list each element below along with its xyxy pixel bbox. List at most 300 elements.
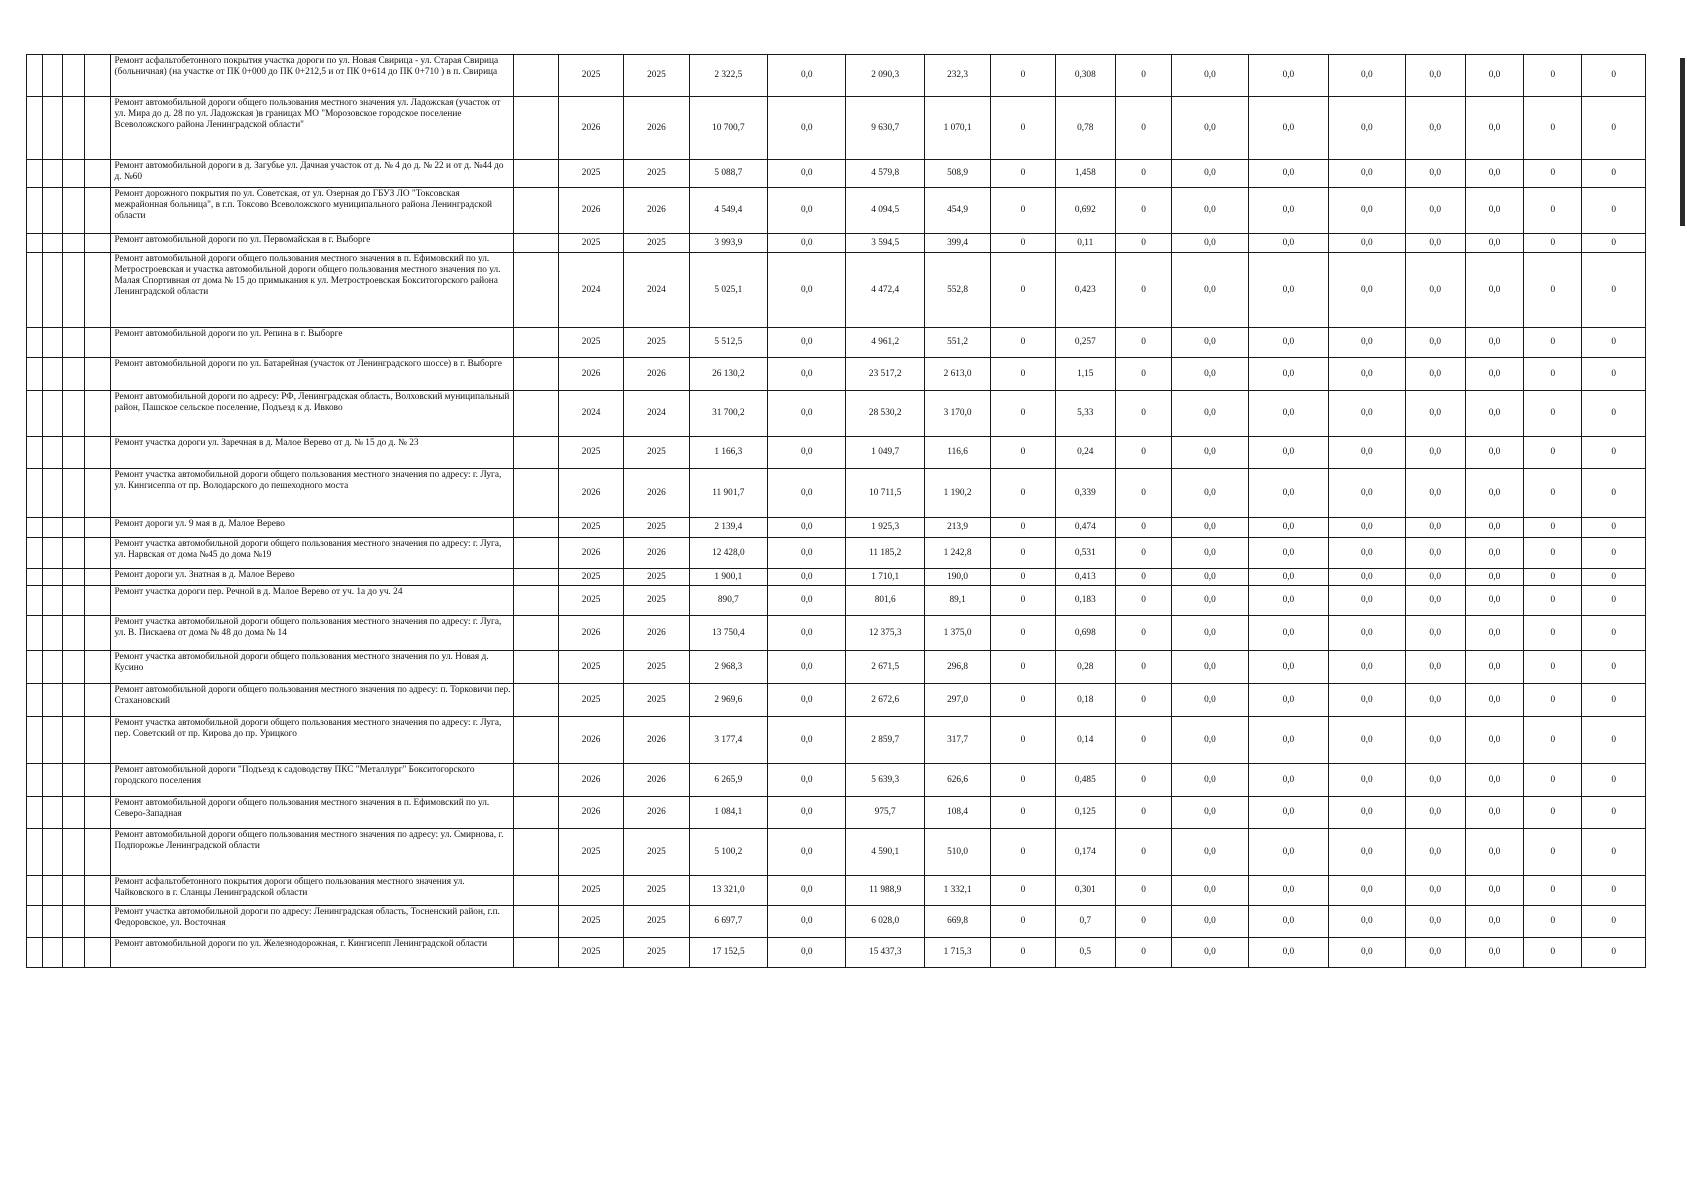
empty-cell: [513, 391, 558, 437]
empty-cell: [27, 234, 43, 253]
value-cell: 0: [991, 829, 1055, 876]
value-cell: 2 139,4: [689, 518, 767, 538]
value-cell: 0: [1582, 717, 1646, 764]
value-cell: 11 185,2: [846, 538, 924, 569]
value-cell: 0: [1582, 234, 1646, 253]
value-cell: 2026: [624, 797, 689, 829]
value-cell: 0,423: [1055, 253, 1115, 328]
empty-cell: [513, 358, 558, 391]
empty-cell: [43, 55, 63, 97]
empty-cell: [85, 684, 111, 717]
value-cell: 0,0: [768, 437, 846, 469]
value-cell: 0: [991, 234, 1055, 253]
value-cell: 0: [1115, 391, 1171, 437]
table-body: [27, 55, 1646, 968]
value-cell: 0,0: [1465, 684, 1523, 717]
table-row: [27, 358, 1646, 391]
empty-cell: [27, 717, 43, 764]
value-cell: 2025: [624, 55, 689, 97]
value-cell: 0: [1582, 586, 1646, 616]
value-cell: 2026: [558, 188, 623, 234]
empty-cell: [513, 586, 558, 616]
work-name-cell: Ремонт участка автомобильной дороги общего пользования местного значения по адресу: г. Луга, ул. Нарвская от дома №45 до дома №19: [111, 538, 513, 569]
empty-cell: [513, 829, 558, 876]
value-cell: 0,125: [1055, 797, 1115, 829]
value-cell: 0: [1524, 684, 1582, 717]
value-cell: 0,0: [1405, 97, 1465, 160]
value-cell: 1 242,8: [924, 538, 990, 569]
value-cell: 0,0: [1172, 55, 1248, 97]
value-cell: 508,9: [924, 160, 990, 188]
table-row: [27, 55, 1646, 97]
value-cell: 0: [1582, 938, 1646, 968]
value-cell: 0,0: [1329, 437, 1405, 469]
value-cell: 2026: [624, 358, 689, 391]
value-cell: 0,0: [1248, 616, 1328, 651]
value-cell: 0,0: [768, 586, 846, 616]
value-cell: 26 130,2: [689, 358, 767, 391]
empty-cell: [43, 764, 63, 797]
value-cell: 2025: [624, 651, 689, 684]
value-cell: 0,0: [1329, 538, 1405, 569]
value-cell: 0: [1524, 55, 1582, 97]
value-cell: 12 428,0: [689, 538, 767, 569]
value-cell: 0,0: [1329, 797, 1405, 829]
empty-cell: [63, 538, 85, 569]
value-cell: 0: [1115, 651, 1171, 684]
value-cell: 0: [1115, 764, 1171, 797]
value-cell: 0,0: [1405, 328, 1465, 358]
value-cell: 0,0: [1248, 55, 1328, 97]
value-cell: 0: [991, 469, 1055, 518]
empty-cell: [43, 876, 63, 906]
value-cell: 0,0: [768, 764, 846, 797]
value-cell: 0,0: [1465, 188, 1523, 234]
value-cell: 2 969,6: [689, 684, 767, 717]
value-cell: 0: [1115, 586, 1171, 616]
value-cell: 0,0: [768, 829, 846, 876]
value-cell: 0: [1524, 253, 1582, 328]
value-cell: 0: [991, 358, 1055, 391]
empty-cell: [63, 234, 85, 253]
work-name-cell: Ремонт участка дороги пер. Речной в д. Малое Верево от уч. 1а до уч. 24: [111, 586, 513, 616]
value-cell: 0,0: [1248, 684, 1328, 717]
empty-cell: [27, 437, 43, 469]
value-cell: 9 630,7: [846, 97, 924, 160]
value-cell: 0: [1115, 328, 1171, 358]
empty-cell: [85, 188, 111, 234]
empty-cell: [85, 518, 111, 538]
empty-cell: [43, 797, 63, 829]
empty-cell: [63, 188, 85, 234]
empty-cell: [43, 328, 63, 358]
value-cell: 0,0: [1248, 469, 1328, 518]
table-row: [27, 684, 1646, 717]
value-cell: 0,0: [1248, 391, 1328, 437]
empty-cell: [43, 938, 63, 968]
value-cell: 0,0: [768, 188, 846, 234]
empty-cell: [27, 829, 43, 876]
empty-cell: [85, 437, 111, 469]
value-cell: 6 697,7: [689, 906, 767, 938]
value-cell: 0,531: [1055, 538, 1115, 569]
value-cell: 0,0: [1329, 764, 1405, 797]
value-cell: 0: [1115, 253, 1171, 328]
value-cell: 0: [1524, 234, 1582, 253]
empty-cell: [63, 97, 85, 160]
value-cell: 0,0: [1172, 684, 1248, 717]
value-cell: 0: [991, 651, 1055, 684]
value-cell: 4 549,4: [689, 188, 767, 234]
empty-cell: [63, 55, 85, 97]
value-cell: 0,0: [1329, 469, 1405, 518]
value-cell: 0,0: [1248, 160, 1328, 188]
value-cell: 11 901,7: [689, 469, 767, 518]
value-cell: 2026: [624, 616, 689, 651]
empty-cell: [513, 797, 558, 829]
empty-cell: [27, 651, 43, 684]
value-cell: 15 437,3: [846, 938, 924, 968]
value-cell: 0,0: [1172, 717, 1248, 764]
work-name-cell: Ремонт автомобильной дороги общего пользования местного значения в п. Ефимовский по ул. Метростроевская и участка автомобильной дороги общего пользования местного значения по ул. Малая Спортивная от дома № 15 до примыкания к ул. Метростроевская Бокситогорского района Ленинградской области: [111, 253, 513, 328]
value-cell: 0,308: [1055, 55, 1115, 97]
empty-cell: [63, 569, 85, 586]
value-cell: 2025: [558, 829, 623, 876]
value-cell: 0,0: [1172, 538, 1248, 569]
value-cell: 2026: [558, 469, 623, 518]
value-cell: 2026: [624, 469, 689, 518]
value-cell: 0: [1115, 160, 1171, 188]
value-cell: 0,0: [1465, 569, 1523, 586]
value-cell: 0,0: [768, 906, 846, 938]
value-cell: 0,0: [768, 97, 846, 160]
empty-cell: [27, 684, 43, 717]
empty-cell: [513, 651, 558, 684]
value-cell: 0,0: [768, 160, 846, 188]
value-cell: 0,0: [1172, 829, 1248, 876]
empty-cell: [43, 253, 63, 328]
value-cell: 454,9: [924, 188, 990, 234]
value-cell: 2025: [624, 906, 689, 938]
empty-cell: [85, 160, 111, 188]
value-cell: 2 090,3: [846, 55, 924, 97]
empty-cell: [85, 876, 111, 906]
empty-cell: [85, 906, 111, 938]
value-cell: 0: [991, 391, 1055, 437]
value-cell: 0: [1524, 651, 1582, 684]
empty-cell: [513, 160, 558, 188]
empty-cell: [85, 569, 111, 586]
value-cell: 0: [1582, 876, 1646, 906]
empty-cell: [27, 764, 43, 797]
value-cell: 1,458: [1055, 160, 1115, 188]
value-cell: 0: [1524, 358, 1582, 391]
table-row: [27, 469, 1646, 518]
empty-cell: [63, 906, 85, 938]
value-cell: 0,0: [1172, 906, 1248, 938]
table-row: [27, 651, 1646, 684]
value-cell: 2026: [624, 538, 689, 569]
value-cell: 5,33: [1055, 391, 1115, 437]
value-cell: 0,0: [1465, 253, 1523, 328]
value-cell: 28 530,2: [846, 391, 924, 437]
empty-cell: [63, 328, 85, 358]
value-cell: 0,0: [1329, 717, 1405, 764]
empty-cell: [27, 188, 43, 234]
value-cell: 0: [1115, 717, 1171, 764]
value-cell: 2025: [624, 876, 689, 906]
value-cell: 0,0: [1248, 437, 1328, 469]
value-cell: 0,0: [1329, 188, 1405, 234]
value-cell: 0,0: [1248, 906, 1328, 938]
empty-cell: [513, 188, 558, 234]
value-cell: 0: [1582, 538, 1646, 569]
value-cell: 0: [991, 97, 1055, 160]
value-cell: 0,0: [1405, 684, 1465, 717]
value-cell: 2025: [624, 160, 689, 188]
value-cell: 0,0: [1329, 55, 1405, 97]
value-cell: 0: [1115, 55, 1171, 97]
empty-cell: [85, 764, 111, 797]
value-cell: 0,0: [1248, 358, 1328, 391]
empty-cell: [85, 469, 111, 518]
value-cell: 0: [1582, 469, 1646, 518]
value-cell: 0: [1115, 437, 1171, 469]
empty-cell: [27, 586, 43, 616]
value-cell: 0,0: [768, 358, 846, 391]
value-cell: 2026: [624, 188, 689, 234]
work-name-cell: Ремонт участка дороги ул. Заречная в д. Малое Верево от д. № 15 до д. № 23: [111, 437, 513, 469]
work-name-cell: Ремонт дороги ул. Знатная в д. Малое Верево: [111, 569, 513, 586]
value-cell: 0: [991, 569, 1055, 586]
empty-cell: [85, 616, 111, 651]
value-cell: 1 900,1: [689, 569, 767, 586]
value-cell: 0: [1582, 906, 1646, 938]
value-cell: 0,0: [1405, 586, 1465, 616]
road-repair-table: [26, 54, 1646, 968]
value-cell: 0,0: [1405, 538, 1465, 569]
value-cell: 0,174: [1055, 829, 1115, 876]
work-name-cell: Ремонт дороги ул. 9 мая в д. Малое Верево: [111, 518, 513, 538]
value-cell: 0: [1524, 328, 1582, 358]
value-cell: 0: [1582, 684, 1646, 717]
value-cell: 0: [1582, 797, 1646, 829]
empty-cell: [513, 616, 558, 651]
value-cell: 0,0: [1172, 938, 1248, 968]
value-cell: 0: [1115, 829, 1171, 876]
value-cell: 0,0: [1465, 518, 1523, 538]
value-cell: 2 671,5: [846, 651, 924, 684]
value-cell: 0,0: [1465, 234, 1523, 253]
table-row: [27, 797, 1646, 829]
value-cell: 2025: [558, 569, 623, 586]
value-cell: 0: [1524, 188, 1582, 234]
value-cell: 0,0: [1329, 616, 1405, 651]
value-cell: 0,0: [768, 876, 846, 906]
value-cell: 0,0: [1248, 97, 1328, 160]
value-cell: 2025: [558, 651, 623, 684]
value-cell: 0,0: [1172, 469, 1248, 518]
empty-cell: [43, 717, 63, 764]
empty-cell: [513, 469, 558, 518]
value-cell: 4 579,8: [846, 160, 924, 188]
value-cell: 0,0: [1248, 797, 1328, 829]
empty-cell: [27, 469, 43, 518]
value-cell: 0,0: [1172, 160, 1248, 188]
value-cell: 0,0: [1465, 938, 1523, 968]
value-cell: 1 710,1: [846, 569, 924, 586]
value-cell: 0,0: [1465, 651, 1523, 684]
value-cell: 2 672,6: [846, 684, 924, 717]
value-cell: 0,0: [1329, 938, 1405, 968]
value-cell: 0,0: [1172, 253, 1248, 328]
value-cell: 0: [1524, 97, 1582, 160]
table-row: [27, 876, 1646, 906]
value-cell: 0,0: [768, 569, 846, 586]
value-cell: 2025: [558, 55, 623, 97]
empty-cell: [63, 437, 85, 469]
value-cell: 0,0: [1465, 55, 1523, 97]
value-cell: 2025: [558, 328, 623, 358]
empty-cell: [63, 253, 85, 328]
value-cell: 4 961,2: [846, 328, 924, 358]
value-cell: 4 472,4: [846, 253, 924, 328]
work-name-cell: Ремонт автомобильной дороги по адресу: РФ, Ленинградская область, Волховский муниципальный район, Пашское сельское поселение, Подъезд к д. Ивково: [111, 391, 513, 437]
value-cell: 0: [1582, 616, 1646, 651]
value-cell: 3 170,0: [924, 391, 990, 437]
empty-cell: [513, 518, 558, 538]
value-cell: 1 332,1: [924, 876, 990, 906]
value-cell: 0,0: [1248, 586, 1328, 616]
value-cell: 1 166,3: [689, 437, 767, 469]
table-row: [27, 160, 1646, 188]
value-cell: 0,0: [1465, 616, 1523, 651]
value-cell: 1,15: [1055, 358, 1115, 391]
value-cell: 2026: [624, 97, 689, 160]
value-cell: 0,0: [1465, 829, 1523, 876]
empty-cell: [43, 829, 63, 876]
empty-cell: [27, 797, 43, 829]
value-cell: 0,0: [1329, 234, 1405, 253]
value-cell: 2025: [624, 328, 689, 358]
value-cell: 0,0: [1329, 651, 1405, 684]
value-cell: 2025: [624, 938, 689, 968]
value-cell: 0,0: [768, 391, 846, 437]
value-cell: 4 590,1: [846, 829, 924, 876]
value-cell: 116,6: [924, 437, 990, 469]
value-cell: 17 152,5: [689, 938, 767, 968]
value-cell: 0: [1582, 97, 1646, 160]
empty-cell: [63, 651, 85, 684]
value-cell: 0: [991, 437, 1055, 469]
value-cell: 0,0: [1172, 797, 1248, 829]
empty-cell: [43, 616, 63, 651]
value-cell: 0,14: [1055, 717, 1115, 764]
value-cell: 0,0: [1405, 616, 1465, 651]
value-cell: 0,0: [1465, 586, 1523, 616]
value-cell: 0,0: [768, 616, 846, 651]
value-cell: 0,0: [1248, 538, 1328, 569]
value-cell: 975,7: [846, 797, 924, 829]
value-cell: 0: [1115, 234, 1171, 253]
value-cell: 0,24: [1055, 437, 1115, 469]
value-cell: 0: [1115, 188, 1171, 234]
value-cell: 0: [1582, 328, 1646, 358]
value-cell: 0: [991, 328, 1055, 358]
value-cell: 0,0: [1405, 651, 1465, 684]
empty-cell: [85, 797, 111, 829]
value-cell: 0,0: [1405, 469, 1465, 518]
value-cell: 0,698: [1055, 616, 1115, 651]
value-cell: 0,0: [1172, 569, 1248, 586]
value-cell: 0: [1582, 437, 1646, 469]
value-cell: 1 375,0: [924, 616, 990, 651]
empty-cell: [513, 717, 558, 764]
value-cell: 0: [1582, 55, 1646, 97]
value-cell: 0: [991, 797, 1055, 829]
empty-cell: [63, 160, 85, 188]
value-cell: 2025: [558, 437, 623, 469]
value-cell: 2025: [624, 684, 689, 717]
value-cell: 0,0: [1248, 764, 1328, 797]
value-cell: 1 049,7: [846, 437, 924, 469]
value-cell: 0,0: [1405, 569, 1465, 586]
empty-cell: [43, 160, 63, 188]
value-cell: 669,8: [924, 906, 990, 938]
empty-cell: [43, 234, 63, 253]
work-name-cell: Ремонт автомобильной дороги в д. Загубье ул. Дачная участок от д. № 4 до д. № 22 и от д. №44 до д. №60: [111, 160, 513, 188]
table-row: [27, 391, 1646, 437]
empty-cell: [43, 437, 63, 469]
value-cell: 0: [1524, 437, 1582, 469]
value-cell: 0,0: [1405, 906, 1465, 938]
empty-cell: [43, 684, 63, 717]
work-name-cell: Ремонт автомобильной дороги по ул. Репина в г. Выборге: [111, 328, 513, 358]
value-cell: 0,0: [768, 651, 846, 684]
value-cell: 2024: [558, 391, 623, 437]
value-cell: 2026: [558, 97, 623, 160]
empty-cell: [513, 684, 558, 717]
empty-cell: [85, 391, 111, 437]
empty-cell: [43, 569, 63, 586]
value-cell: 0: [1115, 876, 1171, 906]
value-cell: 0,0: [1405, 797, 1465, 829]
empty-cell: [63, 358, 85, 391]
empty-cell: [85, 829, 111, 876]
value-cell: 0,257: [1055, 328, 1115, 358]
value-cell: 2025: [558, 586, 623, 616]
value-cell: 0,0: [1405, 764, 1465, 797]
empty-cell: [27, 97, 43, 160]
value-cell: 5 088,7: [689, 160, 767, 188]
value-cell: 5 512,5: [689, 328, 767, 358]
empty-cell: [513, 938, 558, 968]
value-cell: 0: [1524, 829, 1582, 876]
value-cell: 0,0: [1172, 391, 1248, 437]
table-row: [27, 97, 1646, 160]
value-cell: 0,0: [1329, 876, 1405, 906]
table-row: [27, 586, 1646, 616]
value-cell: 0: [991, 253, 1055, 328]
value-cell: 3 993,9: [689, 234, 767, 253]
value-cell: 0,0: [1172, 234, 1248, 253]
work-name-cell: Ремонт асфальтобетонного покрытия дороги общего пользования местного значения ул. Чайковского в г. Сланцы Ленинградской области: [111, 876, 513, 906]
value-cell: 2025: [558, 518, 623, 538]
value-cell: 0,0: [1465, 437, 1523, 469]
empty-cell: [43, 358, 63, 391]
empty-cell: [513, 569, 558, 586]
empty-cell: [27, 55, 43, 97]
